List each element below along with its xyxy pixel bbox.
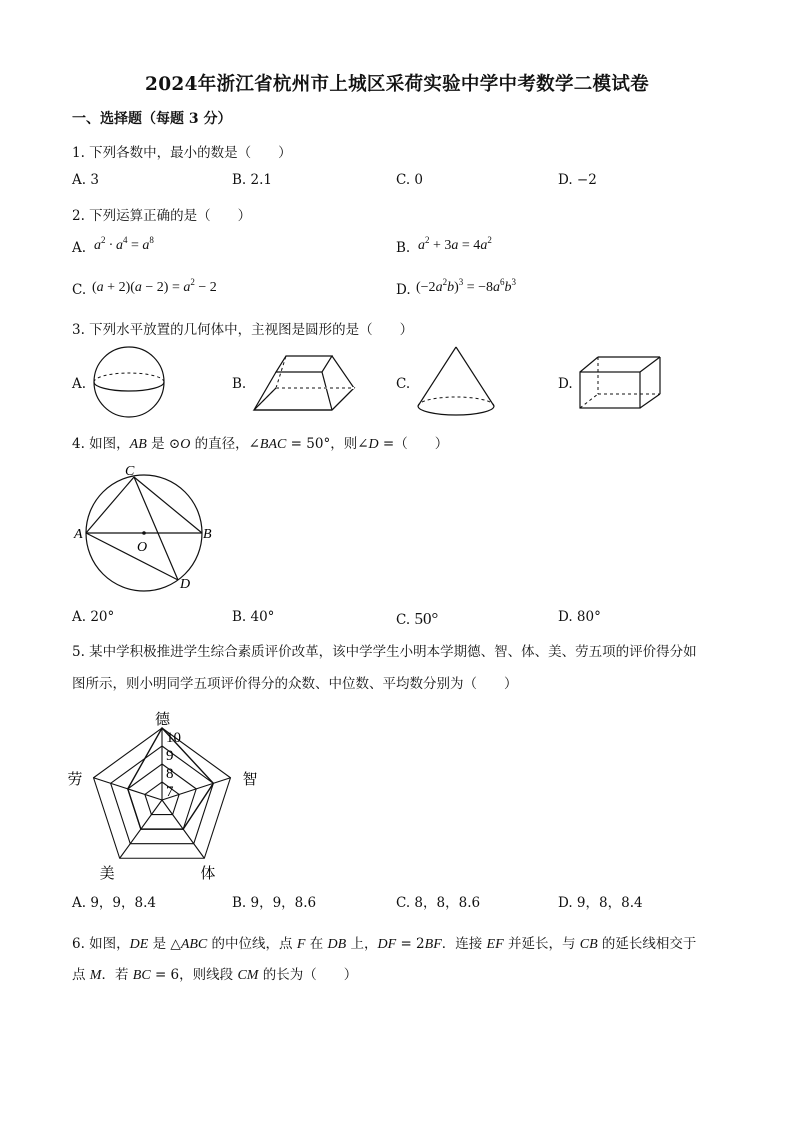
- q4-option-c-value: 50°: [414, 609, 439, 628]
- q4-option-d: D. 80°: [558, 609, 601, 625]
- q5-option-b: B. 9，9，8.6: [232, 895, 317, 911]
- radar-labels: [68, 711, 257, 880]
- radar-tick-label: 9: [166, 748, 174, 764]
- q3-option-b-label: B.: [232, 376, 247, 392]
- q2-option-d-label: D.: [396, 282, 411, 298]
- radar-tick-label: 8: [166, 766, 174, 782]
- cuboid-figure: [578, 354, 664, 412]
- q1-option-b: B. 2.1: [232, 172, 272, 188]
- q5-stem-line2: 图所示，则小明同学五项评价得分的众数、中位数、平均数分别为（ ）: [72, 676, 518, 692]
- q6-line2: 点 M．若 BC = 6，则线段 CM 的长为（ ）: [72, 967, 358, 983]
- q6-line1: 6. 如图，DE 是 △ABC 的中位线，点 F 在 DB 上，DF = 2BF．连接 EF 并延长，与 CB 的延长线相交于: [72, 936, 697, 952]
- q2-option-d-formula: $(-2a^2b)^3 = -8a^6b^3$: [416, 277, 517, 295]
- q2-stem: 2. 下列运算正确的是（ ）: [72, 208, 252, 224]
- q4-option-c: [396, 609, 438, 629]
- circle-geometry-figure: [72, 460, 222, 594]
- q5-stem-line1: 5. 某中学积极推进学生综合素质评价改革，该中学学生小明本学期德、智、体、美、劳五项的评价得分如: [72, 644, 697, 660]
- q1-option-a: A. 3: [72, 172, 99, 188]
- page-title: 2024年浙江省杭州市上城区采荷实验中学中考数学二模试卷: [145, 74, 649, 95]
- q5-option-a: A. 9，9，8.4: [72, 895, 156, 911]
- radar-axis-label: 美: [99, 866, 115, 880]
- cone-figure: [414, 344, 500, 420]
- q2-option-b-label: B.: [396, 240, 411, 256]
- q4-option-a: A. 20°: [72, 609, 115, 625]
- q3-option-d-label: D.: [558, 376, 573, 392]
- q4-stem: 4. 如图，AB 是 ⊙O 的直径，∠BAC = 50°，则∠D =（ ）: [72, 436, 449, 452]
- q5-option-c: C. 8，8，8.6: [396, 895, 481, 911]
- q2-option-c-label: C.: [72, 282, 87, 298]
- sphere-figure: [88, 344, 172, 420]
- q4-option-b: B. 40°: [232, 609, 275, 625]
- q4-option-c-label: C.: [396, 612, 411, 628]
- radar-axis-label: 劳: [68, 771, 83, 788]
- q3-option-a-label: A.: [72, 376, 87, 392]
- frustum-figure: [250, 350, 358, 414]
- q5-option-d: D. 9，8，8.4: [558, 895, 643, 911]
- radar-tick-label: 10: [166, 730, 181, 746]
- section-heading: 一、选择题（每题 3 分）: [72, 111, 232, 127]
- radar-axis-label: 德: [155, 712, 171, 728]
- q1-stem: 1. 下列各数中，最小的数是（ ）: [72, 145, 292, 161]
- q3-option-c-label: C.: [396, 376, 411, 392]
- point-b-label: B: [203, 527, 212, 542]
- radar-axis-label: 智: [242, 771, 258, 788]
- radar-tick-label: 7: [166, 784, 174, 800]
- q1-option-d: D. −2: [558, 172, 597, 188]
- point-a-label: A: [74, 527, 83, 542]
- point-d-label: D: [180, 577, 191, 592]
- radar-chart: [68, 696, 268, 880]
- point-c-label: C: [125, 464, 135, 479]
- q3-stem: 3. 下列水平放置的几何体中，主视图是圆形的是（ ）: [72, 322, 414, 338]
- q2-option-a-formula: $a^2 \cdot a^4 = a^8$: [94, 235, 154, 253]
- point-o-label: O: [137, 540, 148, 555]
- q1-option-c: C. 0: [396, 172, 424, 188]
- q2-option-a-label: A.: [72, 240, 87, 256]
- q2-option-b-formula: $a^2 + 3a = 4a^2$: [418, 235, 492, 253]
- q2-option-c-formula: $(a + 2)(a - 2) = a^2 - 2$: [92, 277, 217, 295]
- radar-axis-label: 体: [200, 866, 216, 880]
